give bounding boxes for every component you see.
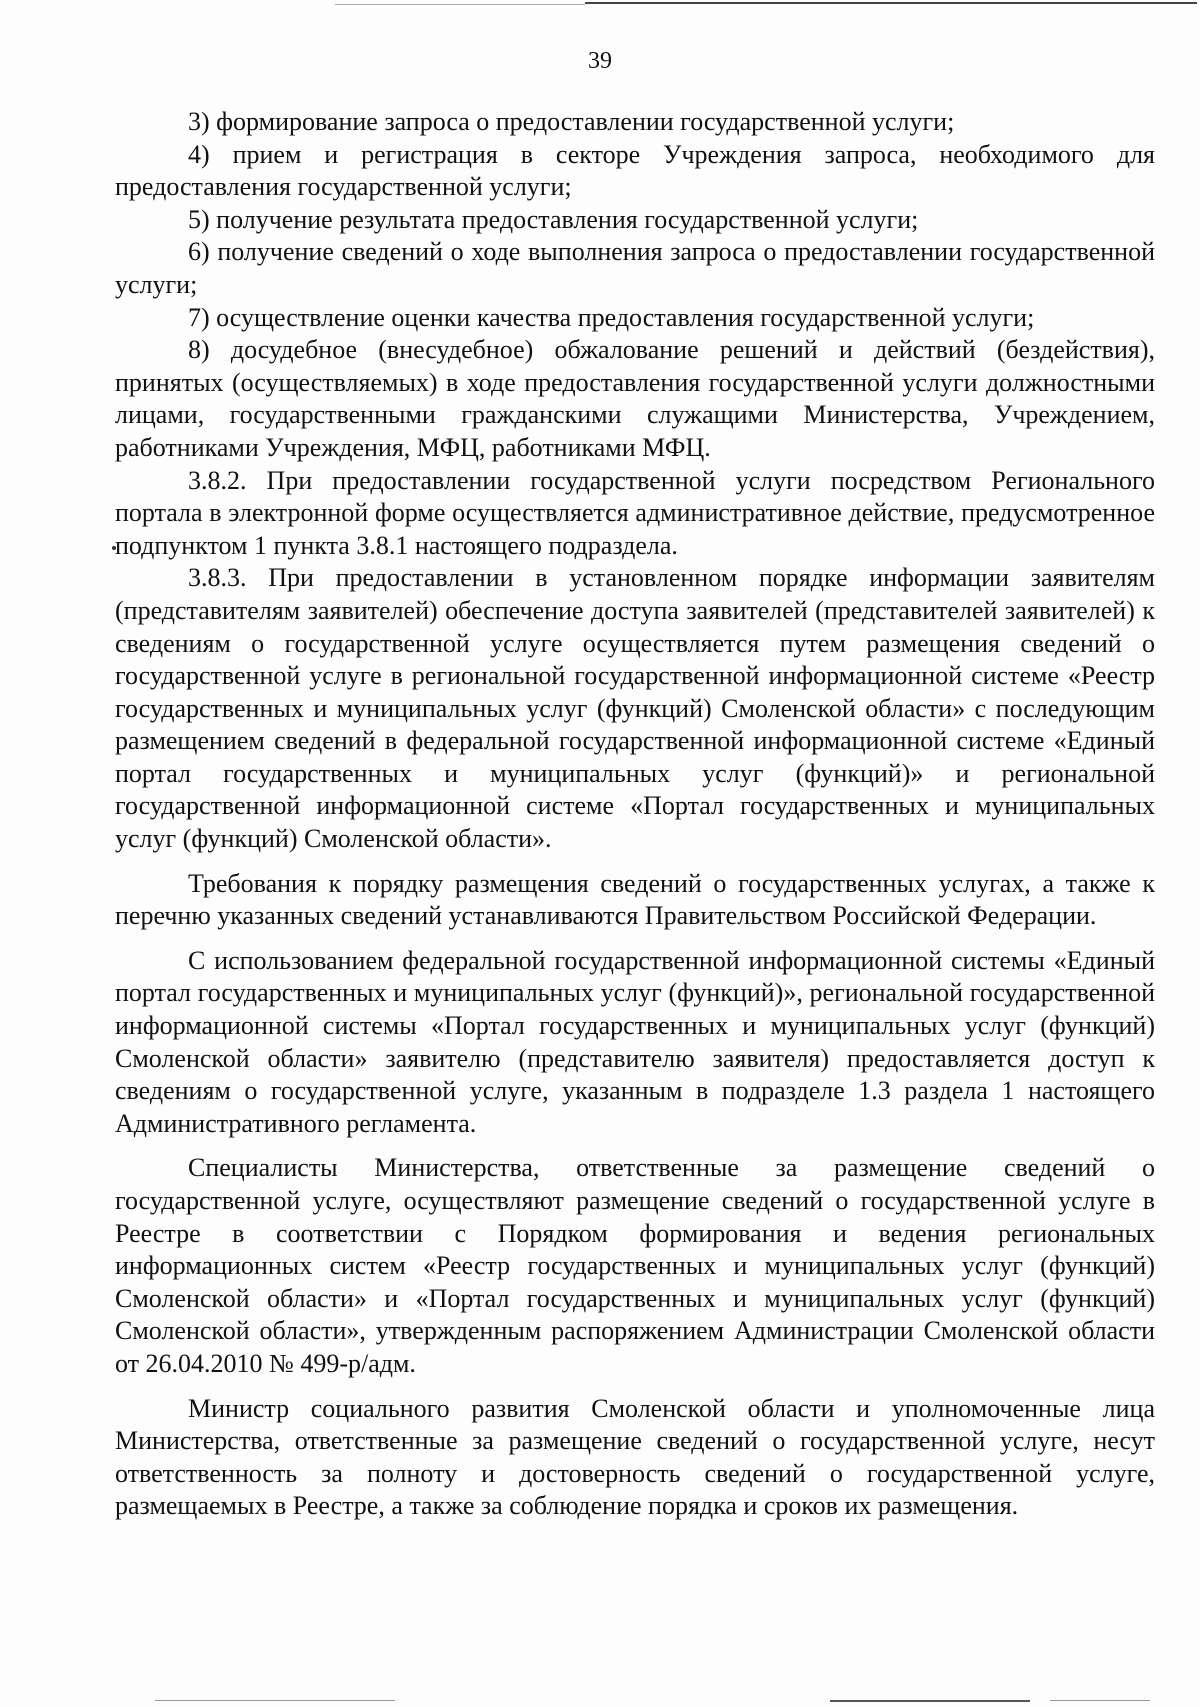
- list-item-8: 8) досудебное (внесудебное) обжалование решений и действий (бездействия), принятых (осуществляемых) в ходе предоставления государственной услуги должностными лицами, государственными гражданскими служащими Министерства, Учреждением, работниками Учреждения, МФЦ, работниками МФЦ.: [115, 335, 1155, 462]
- scan-edge-line: [585, 2, 1197, 4]
- scan-edge-line: [1050, 1700, 1150, 1701]
- paragraph-requirements: Требования к порядку размещения сведений о государственных услугах, а также к перечню указанных сведений устанавливаются Правительством Российской Федерации.: [115, 868, 1155, 931]
- page-number: 39: [588, 48, 612, 74]
- list-item-6: 6) получение сведений о ходе выполнения запроса о предоставлении государственной услуги;: [115, 237, 1155, 299]
- scan-edge-line: [830, 1700, 1030, 1702]
- list-item-3: 3) формирование запроса о предоставлении государственной услуги;: [188, 107, 955, 136]
- paragraph-specialists: Специалисты Министерства, ответственные за размещение сведений о государственной услуге, осуществляют размещение сведений о государственной услуге в Реестре в соответствии с Порядком формирования и ведения региональных информационных систем «Реестр государственных и муниципальных услуг (функций) Смоленской области» и «Портал государственных и муниципальных услуг (функций) Смоленской области», утвержденным распоряжением Администрации Смоленской области от 26.04.2010 № 499-р/адм.: [115, 1153, 1155, 1378]
- clause-3-8-2: 3.8.2. При предоставлении государственной услуги посредством Регионального портала в электронной форме осуществляется административное действие, предусмотренное подпунктом 1 пункта 3.8.1 настоящего подраздела.: [115, 465, 1155, 560]
- clause-3-8-3: 3.8.3. При предоставлении в установленном порядке информации заявителям (представителям заявителей) обеспечение доступа заявителей (представителей заявителей) к сведениям о государственной услуге осуществляется путем размещения сведений о государственной услуге в региональной государственной информационной системе «Реестр государственных и муниципальных услуг (функций) Смоленской области» с последующим размещением сведений в федеральной государственной информационной системе «Единый портал государственных и муниципальных услуг (функций)» и региональной государственной информационной системе «Портал государственных и муниципальных услуг (функций) Смоленской области».: [115, 563, 1155, 854]
- list-item-5: 5) получение результата предоставления государственной услуги;: [188, 204, 919, 234]
- document-body: [115, 106, 1155, 1523]
- scan-edge-line: [155, 1700, 395, 1701]
- list-item-4: 4) прием и регистрация в секторе Учреждения запроса, необходимого для предоставления государственной услуги;: [115, 139, 1155, 202]
- list-item-7: 7) осуществление оценки качества предоставления государственной услуги;: [188, 302, 1035, 332]
- paragraph-portal-access: С использованием федеральной государственной информационной системы «Единый портал государственных и муниципальных услуг (функций)», региональной государственной информационной системы «Портал государственных и муниципальных услуг (функций) Смоленской области» заявителю (представителю заявителя) предоставляется доступ к сведениям о государственной услуге, указанным в подразделе 1.3 раздела 1 настоящего Административного регламента.: [115, 945, 1155, 1138]
- scan-edge-line: [335, 4, 585, 5]
- paragraph-responsibility: Министр социального развития Смоленской области и уполномоченные лица Министерства, ответственные за размещение сведений о государственной услуге, несут ответственность за полноту и достоверность сведений о государственной услуге, размещаемых в Реестре, а также за соблюдение порядка и сроков их размещения.: [115, 1393, 1155, 1521]
